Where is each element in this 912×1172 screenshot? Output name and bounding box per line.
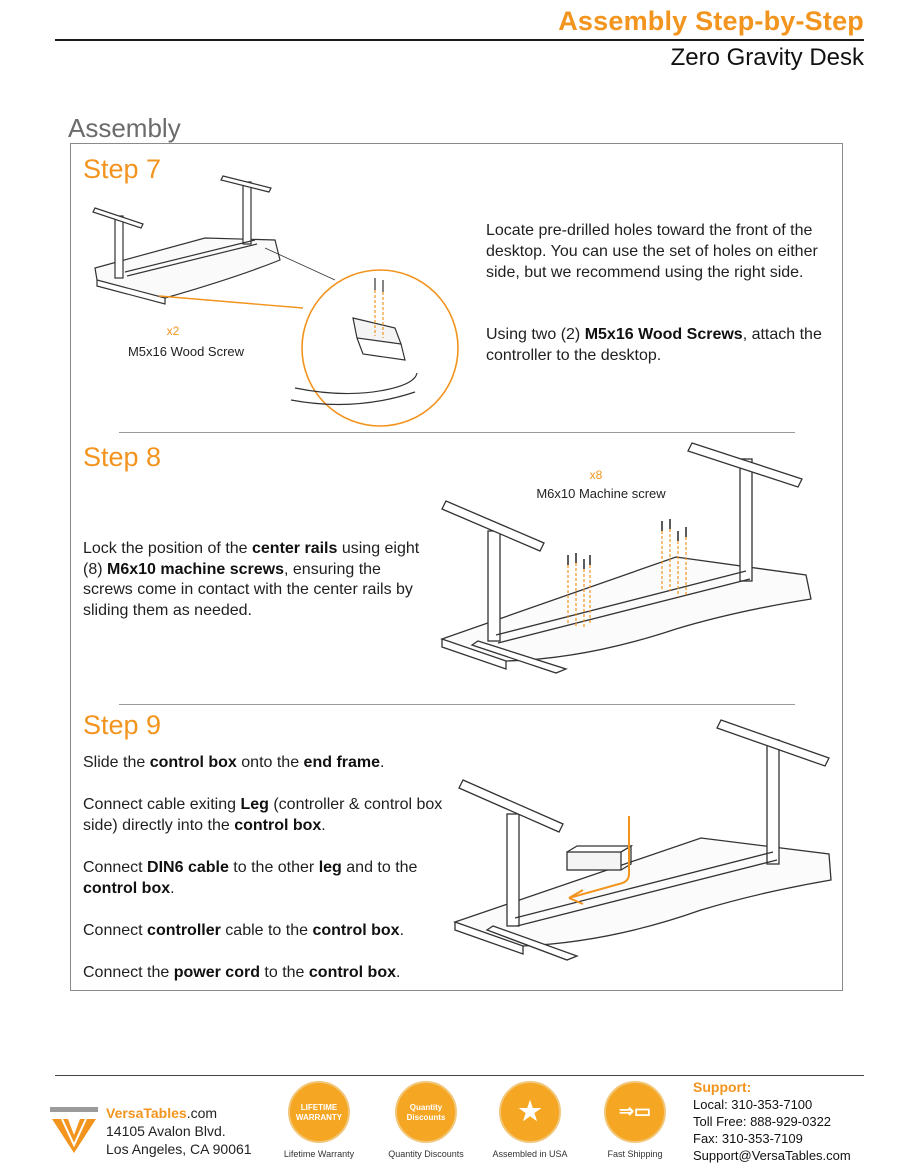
step-7-title: Step 7 <box>83 154 162 184</box>
step-9-illustration <box>451 714 841 974</box>
badge-lifetime-warranty: LIFETIME WARRANTY Lifetime Warranty <box>282 1081 356 1159</box>
header-rule <box>55 39 864 41</box>
badge-fast-shipping: ⇒▭ Fast Shipping <box>598 1081 672 1159</box>
step-9-instruction-1: Slide the control box onto the end frame. <box>83 754 385 771</box>
discount-badge-icon: Quantity Discounts <box>395 1081 457 1143</box>
step-9-title: Step 9 <box>83 710 162 740</box>
support-toll-free: Toll Free: 888-929-0322 <box>693 1114 832 1129</box>
support-label: Support: <box>693 1079 752 1095</box>
support-fax: Fax: 310-353-7109 <box>693 1131 803 1146</box>
badge-quantity-discounts: Quantity Discounts Quantity Discounts <box>382 1081 470 1159</box>
company-address: VersaTables.com 14105 Avalon Blvd. Los Angeles, CA 90061 <box>106 1105 252 1157</box>
step-9-instruction-4: Connect controller cable to the control box. <box>83 922 405 939</box>
step-divider <box>119 432 795 433</box>
address-line-2: Los Angeles, CA 90061 <box>106 1141 252 1157</box>
versatables-logo-icon <box>48 1105 100 1155</box>
section-label: Assembly <box>68 113 181 143</box>
step-8-instruction: Lock the position of the center rails using eight (8) M6x10 machine screws, ensuring the screws come in contact with the center rails by sliding them as needed. <box>83 540 420 619</box>
step-7-part-name: M5x16 Wood Screw <box>127 344 245 359</box>
footer-rule <box>55 1075 864 1076</box>
support-email[interactable]: Support@VersaTables.com <box>693 1148 851 1163</box>
step-9-instruction-2: Connect cable exiting Leg (controller & control box side) directly into the control box. <box>83 796 443 834</box>
truck-badge-icon: ⇒▭ <box>604 1081 666 1143</box>
product-name: Zero Gravity Desk <box>670 44 864 71</box>
step-7-qty: x2 <box>166 324 180 338</box>
step-divider <box>119 704 795 705</box>
step-8-qty: x8 <box>589 468 603 482</box>
step-7-instruction-2: Using two (2) M5x16 Wood Screws, attach the controller to the desktop. <box>486 326 822 364</box>
support-local-phone: Local: 310-353-7100 <box>693 1097 813 1112</box>
step-8-illustration <box>436 439 836 689</box>
warranty-badge-icon: LIFETIME WARRANTY <box>288 1081 350 1143</box>
star-badge-icon: ★ <box>499 1081 561 1143</box>
brand-name: VersaTables <box>106 1105 187 1121</box>
step-8-part-name: M6x10 Machine screw <box>536 486 666 501</box>
address-line-1: 14105 Avalon Blvd. <box>106 1123 226 1139</box>
step-7-instruction-1: Locate pre-drilled holes toward the front of the desktop. You can use the set of holes on either side, but we recommend using the right side. <box>486 222 818 281</box>
support-contact <box>693 1079 851 1164</box>
step-8-title: Step 8 <box>83 442 162 472</box>
document-title: Assembly Step-by-Step <box>558 6 864 36</box>
badge-assembled-in-usa: ★ Assembled in USA <box>486 1081 574 1159</box>
step-9-instruction-3: Connect DIN6 cable to the other leg and to the control box. <box>83 859 418 897</box>
step-7-illustration <box>85 168 465 428</box>
step-9-instruction-5: Connect the power cord to the control box. <box>83 964 401 981</box>
assembly-frame <box>70 143 843 991</box>
